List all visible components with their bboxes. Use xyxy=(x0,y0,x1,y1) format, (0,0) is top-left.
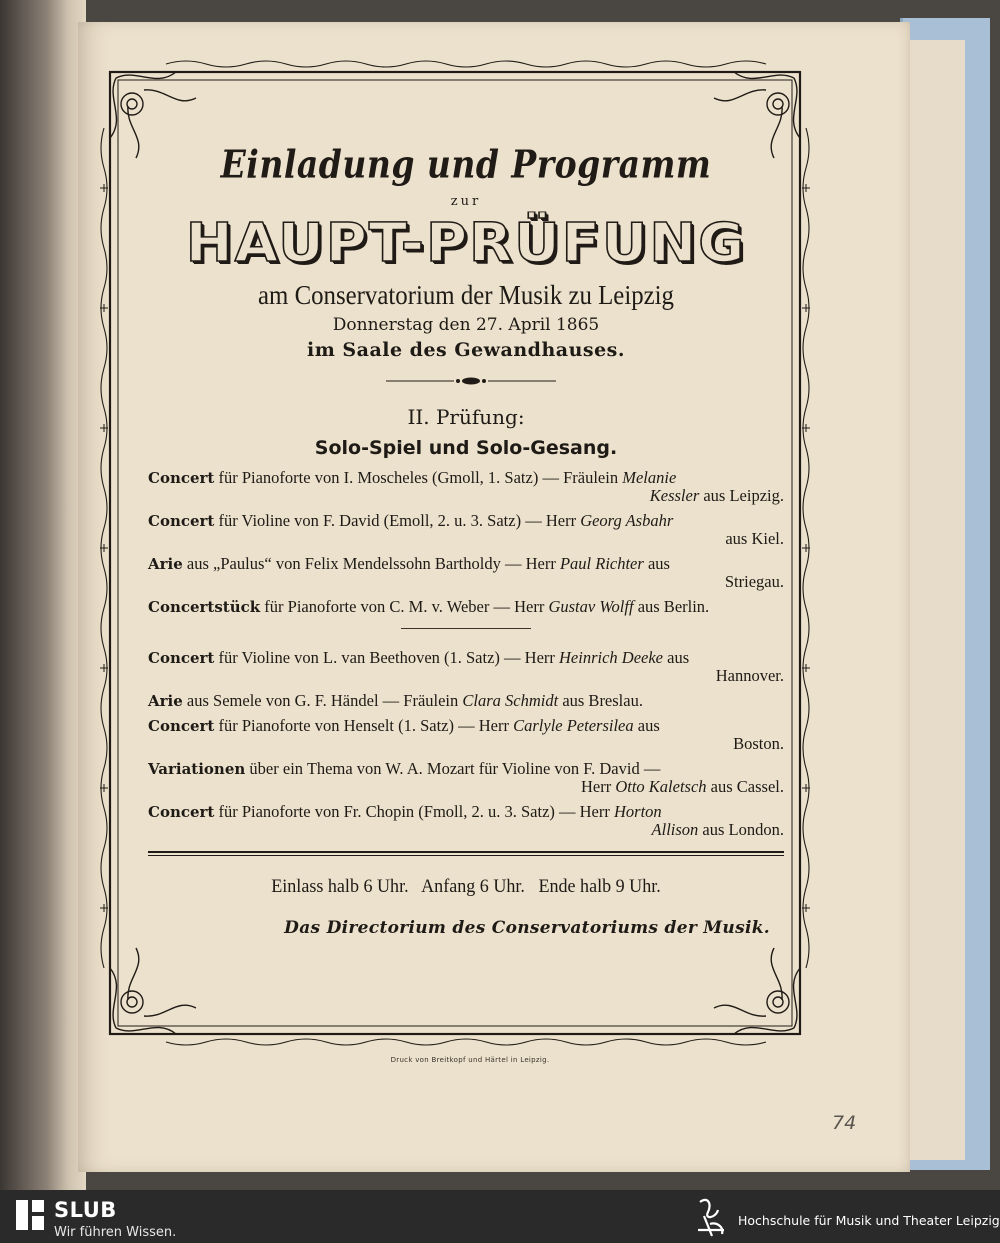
program-item-line xyxy=(148,530,784,548)
program-item-keyword: Concertstück xyxy=(148,598,261,616)
program-item xyxy=(148,717,784,753)
program-item-text: aus Kiel. xyxy=(725,529,784,548)
program-item-text: Hannover. xyxy=(715,666,784,685)
performer-name: Melanie xyxy=(622,468,677,487)
program-item-line xyxy=(148,735,784,753)
program-item-line xyxy=(148,821,784,839)
performer-name: Otto Kaletsch xyxy=(615,777,707,796)
section-divider xyxy=(401,628,531,629)
program-item-text: aus Cassel. xyxy=(706,777,784,796)
program-item xyxy=(148,649,784,685)
performer-name: Carlyle Petersilea xyxy=(513,716,634,735)
performer-name: Kessler xyxy=(649,486,700,505)
program-item xyxy=(148,555,784,591)
program-item-keyword: Concert xyxy=(148,717,215,735)
program-part-2 xyxy=(148,649,784,839)
program-list xyxy=(148,469,784,839)
next-page-edge xyxy=(910,40,965,1160)
document-heading: Einladung und Programm xyxy=(220,142,712,187)
program-content xyxy=(148,135,784,938)
program-item-line xyxy=(148,487,784,505)
pencil-page-number: 74 xyxy=(832,1112,857,1134)
program-item-keyword: Concert xyxy=(148,649,215,667)
program-item-text: aus Semele von G. F. Händel — Fräulein xyxy=(182,691,463,710)
program-item-line xyxy=(148,778,784,796)
program-item-text: für Violine von L. van Beethoven (1. Satz) — Herr xyxy=(214,648,560,667)
program-item-line xyxy=(148,649,784,667)
performer-name: Gustav Wolff xyxy=(548,597,634,616)
venue-line: im Saale des Gewandhauses. xyxy=(306,339,625,361)
program-item-text: aus xyxy=(663,648,690,667)
hmt-logo-icon[interactable] xyxy=(694,1196,730,1243)
double-rule xyxy=(148,851,784,856)
program-part-1 xyxy=(148,469,784,616)
program-item-line xyxy=(148,717,784,735)
program-item-line xyxy=(148,555,784,573)
performer-name: Horton xyxy=(614,802,662,821)
performer-name: Clara Schmidt xyxy=(462,691,559,710)
program-item xyxy=(148,512,784,548)
program-item-text: aus Breslau. xyxy=(558,691,643,710)
date-line: Donnerstag den 27. April 1865 xyxy=(332,315,600,335)
program-item xyxy=(148,469,784,505)
program-item-keyword: Concert xyxy=(148,803,215,821)
program-item-line xyxy=(148,469,784,487)
program-item-line xyxy=(148,667,784,685)
printer-imprint: Druck von Breitkopf und Härtel in Leipzig. xyxy=(390,1056,550,1064)
program-item-keyword: Concert xyxy=(148,469,215,487)
program-item-text: aus xyxy=(633,716,660,735)
program-item-text: aus Berlin. xyxy=(633,597,710,616)
performer-name: Allison xyxy=(651,820,699,839)
library-name[interactable]: SLUB xyxy=(54,1198,117,1222)
program-item-text: für Pianoforte von Fr. Chopin (Fmoll, 2. u. 3. Satz) — Herr xyxy=(214,802,614,821)
program-item-text: aus London. xyxy=(698,820,784,839)
program-item-keyword: Concert xyxy=(148,512,215,530)
program-item-text: für Pianoforte von C. M. v. Weber — Herr xyxy=(260,597,549,616)
program-item-line xyxy=(148,760,784,778)
book-cover-left xyxy=(0,0,86,1190)
program-item-keyword: Variationen xyxy=(148,760,246,778)
signature: Das Directorium des Conservatoriums der Musik. xyxy=(284,918,770,938)
program-item-keyword: Arie xyxy=(148,692,183,710)
section-subtitle: Solo-Spiel und Solo-Gesang. xyxy=(314,437,618,459)
ornamental-divider xyxy=(148,371,784,393)
library-tagline: Wir führen Wissen. xyxy=(54,1225,177,1240)
program-item-text: Boston. xyxy=(733,734,784,753)
program-item-text: aus xyxy=(643,554,670,573)
program-item-line xyxy=(148,573,784,591)
performer-name: Heinrich Deeke xyxy=(559,648,664,667)
program-item xyxy=(148,803,784,839)
program-item-line xyxy=(148,803,784,821)
program-item-text: für Pianoforte von I. Moscheles (Gmoll, 1. Satz) — Fräulein xyxy=(214,468,623,487)
program-item-text: aus „Paulus“ von Felix Mendelssohn Bartholdy — Herr xyxy=(182,554,560,573)
heading-connector: zur xyxy=(450,194,482,209)
program-item-text: über ein Thema von W. A. Mozart für Violine von F. David — xyxy=(245,759,661,778)
subtitle: am Conservatorium der Musik zu Leipzig xyxy=(258,280,674,310)
program-item xyxy=(148,692,784,710)
performer-name: Georg Asbahr xyxy=(580,511,674,530)
program-item-text: für Pianoforte von Henselt (1. Satz) — Herr xyxy=(214,716,514,735)
schedule-times: Einlass halb 6 Uhr. Anfang 6 Uhr. Ende halb 9 Uhr. xyxy=(271,876,661,897)
performer-name: Paul Richter xyxy=(559,554,644,573)
program-item xyxy=(148,598,784,616)
program-item-line xyxy=(148,692,784,710)
program-item-text: für Violine von F. David (Emoll, 2. u. 3. Satz) — Herr xyxy=(214,511,581,530)
section-title: II. Prüfung: xyxy=(407,405,525,429)
partner-name[interactable]: Hochschule für Musik und Theater Leipzig xyxy=(738,1213,1000,1228)
program-item-text: Striegau. xyxy=(724,572,784,591)
program-item-text: aus Leipzig. xyxy=(699,486,784,505)
slub-logo-icon[interactable] xyxy=(16,1200,46,1234)
program-item xyxy=(148,760,784,796)
main-title: HAUPT-PRÜFUNG xyxy=(185,212,747,275)
program-item-line xyxy=(148,598,784,616)
program-item-text: Herr xyxy=(580,777,616,796)
program-item-line xyxy=(148,512,784,530)
program-item-keyword: Arie xyxy=(148,555,183,573)
